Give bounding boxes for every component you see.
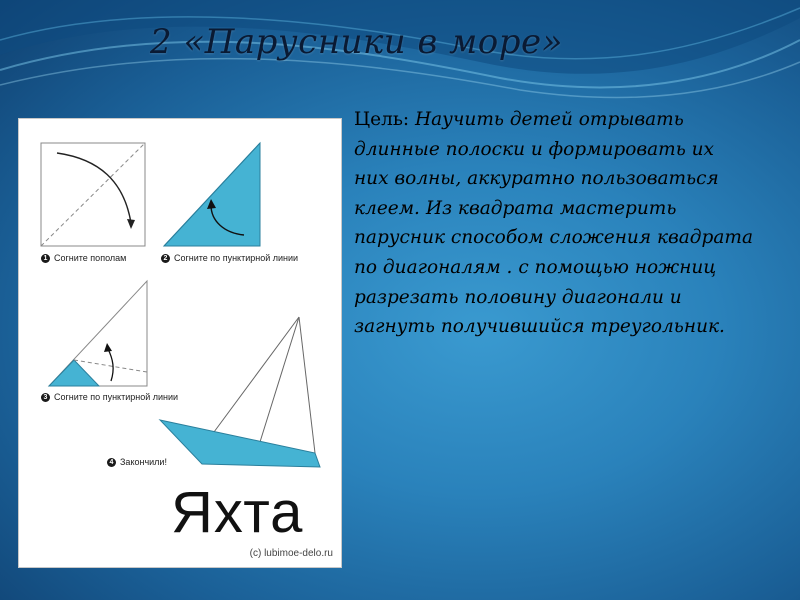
step-3-number: 3 <box>41 393 50 402</box>
step-2-caption <box>161 253 298 263</box>
slide-title: 2 «Парусники в море» <box>150 22 563 62</box>
step-3-caption <box>41 392 178 402</box>
step-4-text: Закончили! <box>120 457 167 467</box>
goal-text: Научить детей отрывать длинные полоски и формировать их них волны, аккуратно пользоваться клеем. Из квадрата мастерить парусник способом сложения квадрата по диагоналям . с помощью ножниц разрезать половину диагонали и загнуть получившийся треугольник. <box>354 109 753 338</box>
copyright-text: (c) lubimoe-delo.ru <box>249 548 333 559</box>
step-3-text: Согните по пунктирной линии <box>54 392 179 402</box>
step-2-number: 2 <box>161 254 170 263</box>
step-2-diagram <box>164 143 260 246</box>
step-4-caption <box>107 457 167 467</box>
step-3-diagram <box>49 281 147 386</box>
yacht-heading: Яхта <box>171 480 304 545</box>
goal-paragraph <box>354 105 754 342</box>
goal-label: Цель: <box>354 109 410 130</box>
step-1-diagram <box>41 143 145 246</box>
step-4-sailboat <box>160 317 320 467</box>
origami-instruction-card <box>18 118 342 568</box>
step-1-text: Согните пополам <box>54 253 127 263</box>
step-1-caption <box>41 253 126 263</box>
step-2-text: Согните по пунктирной линии <box>174 253 299 263</box>
step-1-number: 1 <box>41 254 50 263</box>
step-4-number: 4 <box>107 458 116 467</box>
